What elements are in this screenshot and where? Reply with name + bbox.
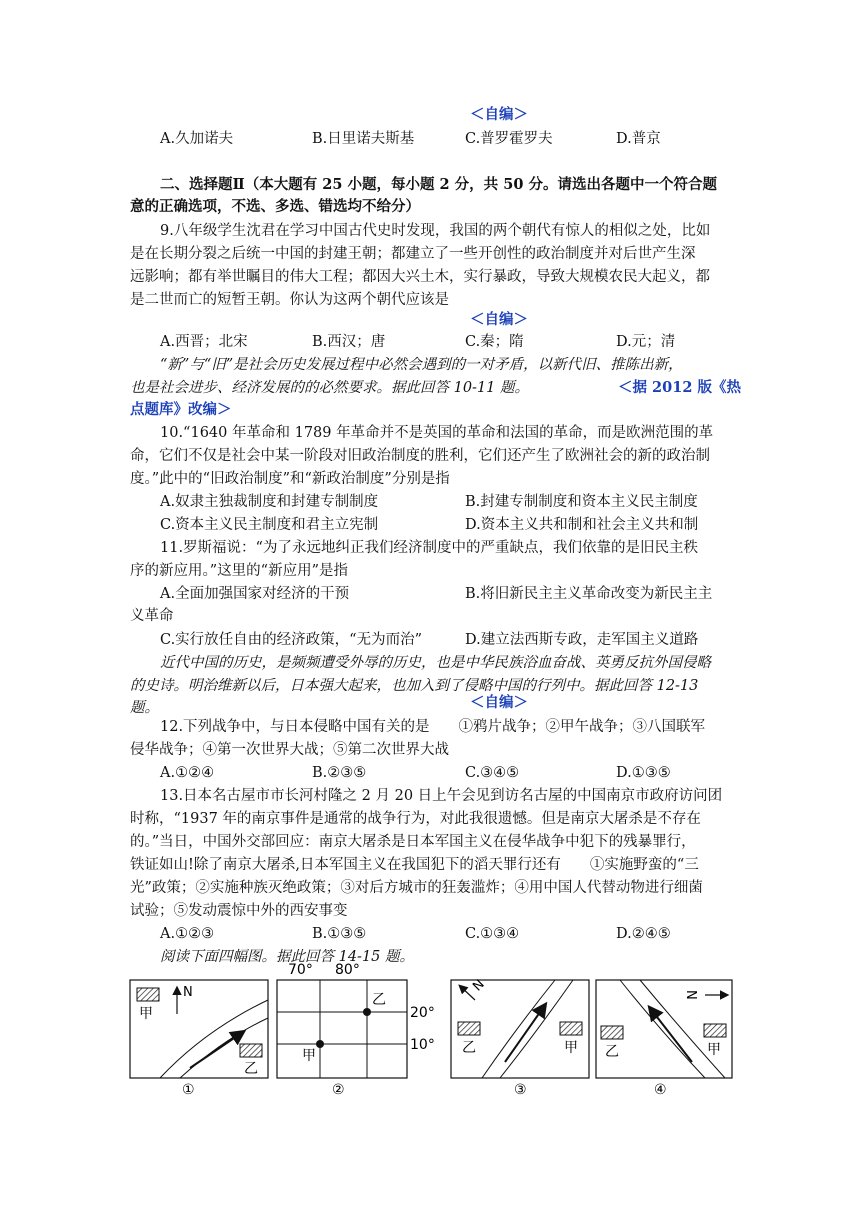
figure-label-3: ③ (514, 1082, 527, 1098)
q11-option-b[interactable]: B.将旧新民主主义革命改变为新民主主 (465, 586, 713, 602)
q10-option-d[interactable]: D.资本主义共和制和社会主义共和制 (465, 517, 699, 533)
label-yi: 乙 (372, 992, 386, 1008)
figure-label-4: ④ (654, 1082, 667, 1098)
q13-text-line: 13.日本名古屋市市长河村隆之 2 月 20 日上午会见到访名古屋的中国南京市政府访问团 (160, 788, 723, 804)
q9-text-line: 9.八年级学生沈君在学习中国古代史时发现，我国的两个朝代有惊人的相似之处，比如 (160, 223, 711, 239)
section-heading-cont: 意的正确选项，不选、多选、错选均不给分） (130, 198, 420, 215)
figure-3 (451, 977, 589, 1098)
q9-text-line: 是二世而亡的短暂王朝。你认为这两个朝代应该是 (130, 292, 449, 308)
q13-option-b[interactable]: B.①③⑤ (312, 926, 367, 942)
q12-option-a[interactable]: A.①②④ (160, 765, 215, 781)
q13-text-line: 光”政策；②实施种族灭绝政策；③对后方城市的狂轰滥炸；④用中国人代替动物进行细菌 (130, 880, 703, 896)
q13-option-d[interactable]: D.②④⑤ (616, 926, 671, 942)
point-jia (316, 1040, 324, 1048)
figure-4 (596, 980, 732, 1098)
lat-label-10: 10° (410, 1037, 435, 1053)
q8-option-d[interactable]: D.普京 (616, 131, 661, 147)
north-label: N (683, 990, 698, 1000)
point-yi (363, 1008, 371, 1016)
lon-label-70: 70° (288, 962, 313, 978)
label-jia: 甲 (707, 1042, 721, 1058)
q12-option-b[interactable]: B.②③⑤ (312, 765, 367, 781)
north-label: N (183, 985, 193, 1000)
current-arrow-icon (505, 1005, 545, 1062)
q8-option-a[interactable]: A.久加诺夫 (160, 131, 234, 147)
q11-option-a[interactable]: A.全面加强国家对经济的干预 (160, 586, 350, 602)
q12-text-line: 12.下列战争中，与日本侵略中国有关的是 ①鸦片战争；②甲午战争；③八国联军 (160, 719, 706, 735)
q12-text-line: 侵华战争；④第一次世界大战；⑤第二次世界大战 (130, 742, 449, 758)
q13-option-a[interactable]: A.①②③ (160, 926, 215, 942)
label-jia: 甲 (564, 1040, 578, 1056)
intro-12-13: 近代中国的历史，是频频遭受外辱的历史，也是中华民族浴血奋战、英勇反抗外国侵略 (160, 655, 711, 671)
q13-text-line: 试验；⑤发动震惊中外的西安事变 (130, 903, 348, 919)
source-tag: ＜自编＞ (470, 106, 528, 123)
north-label: N (470, 976, 488, 995)
hatched-area-icon (601, 1026, 623, 1039)
current-arrow-icon (190, 1032, 243, 1068)
label-yi: 乙 (244, 1061, 258, 1077)
q12-option-c[interactable]: C.③④⑤ (465, 765, 520, 781)
north-arrow-icon (460, 986, 475, 1000)
hatched-area-icon (560, 1022, 582, 1035)
q9-option-a[interactable]: A.西晋；北宋 (160, 334, 248, 350)
q13-text-line: 时称，“1937 年的南京事件是通常的战争行为，对此我很遗憾。但是南京大屠杀是不存在 (130, 811, 701, 827)
q9-option-c[interactable]: C.秦；隋 (465, 334, 524, 350)
q13-text-line: 的。”当日，中国外交部回应：南京大屠杀是日本军国主义在侵华战争中犯下的残暴罪行， (130, 834, 696, 850)
intro-14-15: 阅读下面四幅图。据此回答 14-15 题。 (160, 949, 415, 965)
figure-label-1: ① (182, 1082, 195, 1098)
label-yi: 乙 (462, 1040, 476, 1056)
source-tag: ＜自编＞ (470, 694, 528, 711)
q10-text-line: 10.“1640 年革命和 1789 年革命并不是英国的革命和法国的革命，而是欧洲范围的革 (160, 425, 714, 441)
q13-text-line: 铁证如山!除了南京大屠杀,日本军国主义在我国犯下的滔天罪行还有 ①实施野蛮的“三 (130, 857, 699, 873)
q11-text-line: 序的新应用。”这里的“新应用”是指 (130, 563, 348, 579)
source-tag: ＜据 2012 版《热 (618, 379, 741, 396)
q11-option-b-cont[interactable]: 义革命 (130, 608, 174, 624)
lat-label-20: 20° (410, 1005, 435, 1021)
hatched-area-icon (240, 1044, 262, 1057)
q12-option-d[interactable]: D.①③⑤ (616, 765, 671, 781)
intro-12-13-cont: 题。 (130, 700, 159, 716)
q9-text-line: 是在长期分裂之后统一中国的封建王朝；都建立了一些开创性的政治制度并对后世产生深 (130, 246, 696, 262)
q8-option-b[interactable]: B.日里诺夫斯基 (312, 131, 415, 147)
q9-option-d[interactable]: D.元；清 (616, 334, 676, 350)
q13-option-c[interactable]: C.①③④ (465, 926, 520, 942)
intro-10-11: “新”与“旧”是社会历史发展过程中必然会遇到的一对矛盾，以新代旧、推陈出新， (160, 357, 683, 373)
figure-1 (130, 980, 268, 1098)
intro-10-11-cont: 也是社会进步、经济发展的的必然要求。据此回答 10-11 题。 (130, 380, 530, 396)
q11-text-line: 11.罗斯福说：“为了永远地纠正我们经济制度中的严重缺点，我们依靠的是旧民主秩 (160, 540, 698, 556)
source-tag: ＜自编＞ (470, 311, 528, 328)
lon-label-80: 80° (335, 962, 360, 978)
label-jia: 甲 (302, 1048, 316, 1064)
q11-option-c[interactable]: C.实行放任自由的经济政策，“无为而治” (160, 632, 423, 648)
figure-label-2: ② (332, 1082, 345, 1098)
intro-12-13-cont: 的史诗。明治维新以后，日本强大起来，也加入到了侵略中国的行列中。据此回答 12-13 (130, 678, 699, 694)
figures-row (0, 960, 860, 1100)
hatched-area-icon (704, 1024, 726, 1037)
q9-text-line: 远影响；都有举世瞩目的伟大工程；都因大兴土木，实行暴政，导致大规模农民大起义，都 (130, 269, 710, 285)
q10-option-b[interactable]: B.封建专制制度和资本主义民主制度 (465, 494, 698, 510)
section-heading: 二、选择题Ⅱ（本大题有 25 小题，每小题 2 分，共 50 分。请选出各题中一个符合题 (160, 176, 717, 193)
q9-option-b[interactable]: B.西汉；唐 (312, 334, 386, 350)
hatched-area-icon (137, 988, 159, 1001)
label-yi: 乙 (605, 1044, 619, 1060)
q10-text-line: 命，它们不仅是社会中某一阶段对旧政治制度的胜利，它们还产生了欧洲社会的新的政治制 (130, 448, 710, 464)
label-jia: 甲 (139, 1006, 153, 1022)
figure-2 (277, 962, 435, 1098)
hatched-area-icon (458, 1022, 480, 1035)
q10-option-a[interactable]: A.奴隶主独裁制度和封建专制制度 (160, 494, 379, 510)
q11-option-d[interactable]: D.建立法西斯专政，走军国主义道路 (465, 632, 699, 648)
q8-option-c[interactable]: C.普罗霍罗夫 (465, 131, 553, 147)
q10-text-line: 度。”此中的“旧政治制度”和“新政治制度”分别是指 (130, 471, 450, 487)
q10-option-c[interactable]: C.资本主义民主制度和君主立宪制 (160, 517, 379, 533)
source-tag-cont: 点题库》改编＞ (130, 401, 232, 418)
